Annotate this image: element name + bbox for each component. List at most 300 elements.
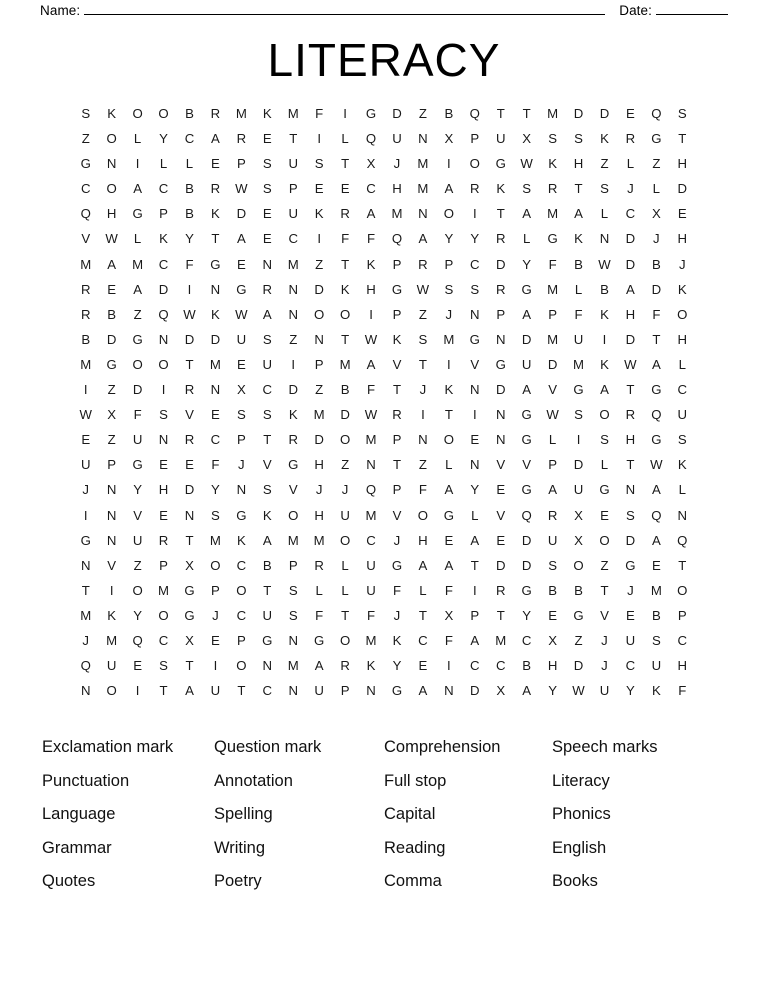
- grid-cell[interactable]: U: [495, 131, 506, 147]
- grid-cell[interactable]: F: [367, 382, 376, 398]
- grid-cell[interactable]: M: [158, 582, 170, 598]
- date-write-line[interactable]: [656, 2, 728, 15]
- grid-cell[interactable]: O: [339, 306, 351, 322]
- grid-cell[interactable]: S: [626, 507, 635, 523]
- grid-cell[interactable]: B: [548, 582, 557, 598]
- grid-cell[interactable]: L: [445, 457, 453, 473]
- grid-cell[interactable]: A: [262, 532, 272, 548]
- grid-cell[interactable]: L: [185, 156, 194, 172]
- grid-cell[interactable]: M: [106, 632, 118, 648]
- grid-cell[interactable]: G: [184, 582, 195, 598]
- grid-cell[interactable]: H: [677, 658, 688, 674]
- grid-cell[interactable]: G: [443, 507, 454, 523]
- grid-cell[interactable]: D: [573, 658, 584, 674]
- grid-cell[interactable]: I: [161, 382, 166, 398]
- grid-cell[interactable]: T: [496, 607, 505, 623]
- grid-cell[interactable]: S: [262, 482, 272, 498]
- grid-cell[interactable]: Y: [522, 256, 532, 272]
- grid-cell[interactable]: K: [107, 607, 117, 623]
- grid-cell[interactable]: C: [470, 256, 480, 272]
- grid-cell[interactable]: M: [365, 507, 377, 523]
- word-list-item[interactable]: Capital: [384, 805, 436, 824]
- grid-cell[interactable]: G: [210, 256, 221, 272]
- grid-cell[interactable]: X: [548, 632, 557, 648]
- grid-cell[interactable]: M: [443, 331, 455, 347]
- grid-cell[interactable]: M: [650, 582, 662, 598]
- grid-cell[interactable]: S: [236, 407, 246, 423]
- grid-cell[interactable]: N: [366, 457, 376, 473]
- grid-cell[interactable]: P: [107, 457, 117, 473]
- grid-cell[interactable]: C: [625, 206, 636, 222]
- grid-cell[interactable]: W: [183, 306, 196, 322]
- grid-cell[interactable]: W: [235, 306, 248, 322]
- grid-cell[interactable]: Z: [81, 131, 90, 147]
- grid-cell[interactable]: H: [106, 206, 117, 222]
- word-list-item[interactable]: Language: [42, 805, 116, 824]
- word-list-item[interactable]: Quotes: [42, 872, 96, 891]
- grid-cell[interactable]: T: [159, 683, 168, 699]
- grid-cell[interactable]: G: [132, 457, 143, 473]
- grid-cell[interactable]: W: [416, 281, 430, 297]
- grid-cell[interactable]: U: [132, 432, 143, 448]
- grid-cell[interactable]: C: [158, 632, 169, 648]
- grid-cell[interactable]: M: [365, 632, 377, 648]
- grid-cell[interactable]: R: [236, 131, 247, 147]
- grid-cell[interactable]: G: [521, 407, 532, 423]
- grid-cell[interactable]: V: [548, 382, 557, 398]
- grid-cell[interactable]: Z: [600, 156, 609, 172]
- grid-cell[interactable]: N: [677, 507, 688, 523]
- grid-cell[interactable]: R: [340, 206, 350, 222]
- grid-cell[interactable]: E: [340, 181, 350, 197]
- grid-cell[interactable]: E: [677, 206, 687, 222]
- grid-cell[interactable]: J: [82, 482, 90, 498]
- grid-cell[interactable]: P: [288, 181, 298, 197]
- grid-cell[interactable]: T: [185, 356, 194, 372]
- grid-cell[interactable]: T: [185, 532, 194, 548]
- grid-cell[interactable]: S: [262, 407, 272, 423]
- grid-cell[interactable]: T: [185, 658, 194, 674]
- grid-cell[interactable]: G: [547, 231, 558, 247]
- grid-cell[interactable]: D: [132, 382, 143, 398]
- grid-cell[interactable]: B: [340, 382, 350, 398]
- grid-cell[interactable]: B: [600, 281, 609, 297]
- grid-cell[interactable]: C: [366, 181, 376, 197]
- grid-cell[interactable]: E: [211, 407, 220, 423]
- grid-cell[interactable]: T: [522, 106, 531, 121]
- grid-cell[interactable]: K: [600, 356, 609, 372]
- grid-cell[interactable]: M: [495, 632, 507, 648]
- grid-cell[interactable]: I: [447, 356, 451, 372]
- grid-cell[interactable]: R: [547, 181, 558, 197]
- grid-cell[interactable]: X: [366, 156, 376, 172]
- grid-cell[interactable]: Y: [470, 231, 480, 247]
- grid-cell[interactable]: Z: [418, 457, 427, 473]
- grid-cell[interactable]: D: [495, 256, 506, 272]
- grid-cell[interactable]: Y: [444, 231, 454, 247]
- grid-cell[interactable]: N: [599, 231, 610, 247]
- grid-cell[interactable]: F: [367, 607, 376, 623]
- grid-cell[interactable]: A: [418, 557, 428, 573]
- grid-cell[interactable]: J: [393, 156, 401, 172]
- grid-cell[interactable]: A: [574, 206, 583, 222]
- grid-cell[interactable]: D: [210, 331, 221, 347]
- grid-cell[interactable]: Z: [574, 632, 583, 648]
- grid-cell[interactable]: F: [185, 256, 194, 272]
- grid-cell[interactable]: O: [106, 131, 117, 147]
- grid-cell[interactable]: Q: [391, 231, 403, 247]
- grid-cell[interactable]: D: [184, 482, 195, 498]
- grid-cell[interactable]: C: [677, 632, 688, 648]
- grid-cell[interactable]: J: [393, 607, 401, 623]
- grid-cell[interactable]: U: [573, 331, 584, 347]
- grid-cell[interactable]: G: [495, 356, 506, 372]
- grid-cell[interactable]: T: [574, 181, 583, 197]
- grid-cell[interactable]: H: [392, 181, 402, 197]
- grid-cell[interactable]: A: [522, 683, 532, 699]
- grid-cell[interactable]: E: [314, 181, 324, 197]
- grid-cell[interactable]: T: [496, 206, 505, 222]
- grid-cell[interactable]: D: [521, 557, 532, 573]
- grid-cell[interactable]: B: [574, 256, 583, 272]
- grid-cell[interactable]: S: [81, 106, 91, 121]
- grid-cell[interactable]: T: [626, 457, 635, 473]
- grid-cell[interactable]: E: [444, 532, 454, 548]
- grid-cell[interactable]: Z: [652, 156, 661, 172]
- grid-cell[interactable]: G: [288, 457, 299, 473]
- grid-cell[interactable]: I: [317, 231, 321, 247]
- grid-cell[interactable]: T: [81, 582, 90, 598]
- grid-cell[interactable]: A: [651, 482, 661, 498]
- grid-cell[interactable]: H: [314, 457, 324, 473]
- grid-cell[interactable]: J: [212, 607, 219, 623]
- grid-cell[interactable]: W: [650, 457, 663, 473]
- grid-cell[interactable]: D: [547, 356, 558, 372]
- grid-cell[interactable]: H: [677, 331, 688, 347]
- grid-cell[interactable]: N: [444, 683, 454, 699]
- grid-cell[interactable]: M: [287, 658, 299, 674]
- grid-cell[interactable]: Z: [341, 457, 350, 473]
- grid-cell[interactable]: U: [547, 532, 558, 548]
- grid-cell[interactable]: M: [391, 206, 403, 222]
- grid-cell[interactable]: Z: [289, 331, 298, 347]
- grid-cell[interactable]: U: [210, 683, 221, 699]
- grid-cell[interactable]: T: [392, 382, 401, 398]
- grid-cell[interactable]: G: [573, 607, 584, 623]
- word-search-grid[interactable]: [73, 101, 696, 703]
- grid-cell[interactable]: V: [133, 507, 142, 523]
- grid-cell[interactable]: D: [158, 281, 169, 297]
- grid-cell[interactable]: B: [522, 658, 532, 674]
- grid-cell[interactable]: E: [159, 457, 168, 473]
- grid-cell[interactable]: O: [443, 432, 454, 448]
- grid-cell[interactable]: N: [495, 331, 506, 347]
- grid-cell[interactable]: E: [211, 156, 220, 172]
- grid-cell[interactable]: S: [548, 557, 557, 573]
- grid-cell[interactable]: J: [601, 632, 608, 648]
- grid-cell[interactable]: G: [651, 131, 662, 147]
- grid-cell[interactable]: M: [209, 532, 221, 548]
- grid-cell[interactable]: E: [548, 607, 557, 623]
- grid-cell[interactable]: X: [651, 206, 661, 222]
- grid-cell[interactable]: Q: [132, 632, 143, 648]
- grid-cell[interactable]: S: [159, 658, 168, 674]
- grid-cell[interactable]: L: [574, 281, 583, 297]
- grid-cell[interactable]: J: [393, 532, 401, 548]
- grid-cell[interactable]: O: [599, 532, 610, 548]
- grid-cell[interactable]: T: [418, 356, 427, 372]
- grid-cell[interactable]: I: [109, 582, 114, 598]
- grid-cell[interactable]: J: [601, 658, 608, 674]
- grid-cell[interactable]: G: [80, 532, 91, 548]
- grid-cell[interactable]: P: [470, 607, 480, 623]
- grid-cell[interactable]: H: [158, 482, 169, 498]
- grid-cell[interactable]: X: [522, 131, 532, 147]
- grid-cell[interactable]: A: [522, 382, 532, 398]
- grid-cell[interactable]: O: [210, 557, 221, 573]
- grid-cell[interactable]: D: [340, 407, 350, 423]
- word-list-item[interactable]: Comma: [384, 872, 442, 891]
- grid-cell[interactable]: D: [521, 532, 532, 548]
- grid-cell[interactable]: A: [470, 532, 480, 548]
- grid-cell[interactable]: M: [287, 106, 299, 121]
- grid-cell[interactable]: I: [602, 331, 607, 347]
- grid-cell[interactable]: L: [626, 156, 635, 172]
- word-list-item[interactable]: Phonics: [552, 805, 611, 824]
- grid-cell[interactable]: V: [470, 356, 480, 372]
- grid-cell[interactable]: P: [236, 432, 246, 448]
- grid-cell[interactable]: S: [288, 582, 298, 598]
- grid-cell[interactable]: E: [262, 206, 272, 222]
- grid-cell[interactable]: C: [677, 382, 688, 398]
- grid-cell[interactable]: K: [366, 658, 376, 674]
- grid-cell[interactable]: K: [677, 281, 687, 297]
- grid-cell[interactable]: B: [185, 106, 194, 121]
- grid-cell[interactable]: I: [447, 156, 451, 172]
- grid-cell[interactable]: I: [472, 206, 477, 222]
- word-list-item[interactable]: Annotation: [214, 771, 293, 790]
- grid-cell[interactable]: O: [158, 356, 169, 372]
- grid-cell[interactable]: M: [313, 532, 325, 548]
- grid-cell[interactable]: K: [548, 156, 557, 172]
- grid-cell[interactable]: S: [574, 407, 583, 423]
- grid-cell[interactable]: H: [547, 658, 558, 674]
- grid-cell[interactable]: T: [496, 106, 505, 121]
- grid-cell[interactable]: X: [107, 407, 117, 423]
- grid-cell[interactable]: A: [107, 256, 117, 272]
- grid-cell[interactable]: P: [444, 256, 454, 272]
- grid-cell[interactable]: R: [184, 432, 195, 448]
- grid-cell[interactable]: U: [651, 658, 662, 674]
- grid-cell[interactable]: X: [574, 507, 583, 523]
- grid-cell[interactable]: N: [366, 683, 376, 699]
- grid-cell[interactable]: I: [187, 281, 192, 297]
- grid-cell[interactable]: N: [106, 156, 117, 172]
- grid-cell[interactable]: C: [210, 432, 221, 448]
- grid-cell[interactable]: X: [185, 557, 194, 573]
- grid-cell[interactable]: D: [314, 432, 324, 448]
- grid-cell[interactable]: O: [236, 658, 247, 674]
- grid-cell[interactable]: M: [547, 106, 559, 121]
- grid-cell[interactable]: S: [418, 331, 428, 347]
- grid-cell[interactable]: E: [626, 607, 635, 623]
- grid-cell[interactable]: N: [470, 382, 480, 398]
- grid-cell[interactable]: C: [184, 131, 195, 147]
- grid-cell[interactable]: Z: [133, 306, 142, 322]
- grid-cell[interactable]: E: [211, 632, 220, 648]
- grid-cell[interactable]: R: [80, 281, 91, 297]
- grid-cell[interactable]: D: [625, 256, 636, 272]
- grid-cell[interactable]: R: [547, 507, 558, 523]
- grid-cell[interactable]: T: [341, 156, 350, 172]
- grid-cell[interactable]: N: [288, 306, 298, 322]
- grid-cell[interactable]: Y: [470, 482, 480, 498]
- grid-cell[interactable]: J: [445, 306, 453, 322]
- grid-cell[interactable]: I: [213, 658, 218, 674]
- grid-cell[interactable]: G: [391, 683, 403, 699]
- grid-cell[interactable]: Z: [418, 306, 427, 322]
- grid-cell[interactable]: R: [288, 432, 298, 448]
- grid-cell[interactable]: C: [495, 658, 506, 674]
- grid-cell[interactable]: D: [470, 683, 480, 699]
- grid-cell[interactable]: V: [81, 231, 91, 247]
- grid-cell[interactable]: U: [340, 507, 350, 523]
- grid-cell[interactable]: S: [574, 131, 583, 147]
- grid-cell[interactable]: G: [521, 582, 532, 598]
- grid-cell[interactable]: Q: [365, 131, 377, 147]
- grid-cell[interactable]: C: [158, 256, 169, 272]
- grid-cell[interactable]: R: [495, 231, 506, 247]
- grid-cell[interactable]: H: [677, 156, 688, 172]
- grid-cell[interactable]: E: [185, 457, 194, 473]
- grid-cell[interactable]: F: [652, 306, 661, 322]
- grid-cell[interactable]: L: [548, 432, 557, 448]
- grid-cell[interactable]: Q: [651, 507, 662, 523]
- grid-cell[interactable]: A: [314, 658, 324, 674]
- grid-cell[interactable]: C: [366, 532, 376, 548]
- grid-cell[interactable]: K: [392, 331, 402, 347]
- grid-cell[interactable]: O: [314, 306, 325, 322]
- grid-cell[interactable]: U: [132, 532, 143, 548]
- grid-cell[interactable]: R: [210, 106, 221, 121]
- grid-cell[interactable]: O: [339, 632, 351, 648]
- grid-cell[interactable]: Z: [107, 382, 116, 398]
- grid-cell[interactable]: S: [522, 181, 532, 197]
- grid-cell[interactable]: R: [314, 557, 324, 573]
- grid-cell[interactable]: L: [133, 231, 142, 247]
- grid-cell[interactable]: G: [236, 281, 247, 297]
- grid-cell[interactable]: P: [392, 256, 402, 272]
- word-list-item[interactable]: Question mark: [214, 738, 322, 756]
- grid-cell[interactable]: S: [548, 131, 557, 147]
- word-list-item[interactable]: Spelling: [214, 805, 273, 824]
- grid-cell[interactable]: G: [495, 156, 506, 172]
- word-list-item[interactable]: Reading: [384, 838, 446, 857]
- grid-cell[interactable]: R: [418, 256, 428, 272]
- grid-cell[interactable]: C: [80, 181, 91, 197]
- word-list-item[interactable]: Full stop: [384, 771, 447, 790]
- grid-cell[interactable]: Y: [133, 607, 142, 623]
- grid-cell[interactable]: R: [184, 382, 195, 398]
- grid-cell[interactable]: N: [418, 206, 428, 222]
- grid-cell[interactable]: Z: [107, 432, 116, 448]
- grid-cell[interactable]: D: [599, 106, 610, 121]
- grid-cell[interactable]: G: [365, 106, 377, 121]
- grid-cell[interactable]: A: [600, 382, 609, 398]
- grid-cell[interactable]: P: [677, 607, 687, 623]
- grid-cell[interactable]: I: [472, 407, 477, 423]
- grid-cell[interactable]: L: [341, 582, 349, 598]
- grid-cell[interactable]: D: [651, 281, 662, 297]
- word-list-item[interactable]: Grammar: [42, 838, 112, 857]
- grid-cell[interactable]: O: [339, 532, 351, 548]
- grid-cell[interactable]: L: [471, 507, 479, 523]
- word-list-item[interactable]: Poetry: [214, 872, 262, 891]
- grid-cell[interactable]: U: [521, 356, 532, 372]
- grid-cell[interactable]: H: [573, 156, 584, 172]
- grid-cell[interactable]: G: [236, 507, 247, 523]
- grid-cell[interactable]: R: [470, 181, 480, 197]
- grid-cell[interactable]: U: [80, 457, 91, 473]
- grid-cell[interactable]: P: [392, 482, 402, 498]
- grid-cell[interactable]: S: [677, 106, 687, 121]
- grid-cell[interactable]: P: [211, 582, 220, 598]
- grid-cell[interactable]: M: [547, 331, 559, 347]
- grid-cell[interactable]: J: [315, 482, 323, 498]
- grid-cell[interactable]: T: [263, 582, 272, 598]
- grid-cell[interactable]: J: [627, 582, 634, 598]
- grid-cell[interactable]: V: [522, 457, 532, 473]
- grid-cell[interactable]: K: [677, 457, 687, 473]
- grid-cell[interactable]: U: [625, 632, 636, 648]
- grid-cell[interactable]: A: [133, 281, 142, 297]
- grid-cell[interactable]: S: [470, 281, 480, 297]
- grid-cell[interactable]: R: [495, 582, 506, 598]
- grid-cell[interactable]: K: [288, 407, 298, 423]
- grid-cell[interactable]: M: [313, 407, 325, 423]
- grid-cell[interactable]: D: [184, 331, 195, 347]
- grid-cell[interactable]: K: [651, 683, 661, 699]
- grid-cell[interactable]: U: [573, 482, 584, 498]
- grid-cell[interactable]: V: [107, 557, 117, 573]
- grid-cell[interactable]: K: [600, 131, 609, 147]
- grid-cell[interactable]: Y: [392, 658, 402, 674]
- grid-cell[interactable]: V: [392, 356, 402, 372]
- word-list-item[interactable]: Speech marks: [552, 738, 658, 756]
- grid-cell[interactable]: O: [132, 106, 143, 121]
- grid-cell[interactable]: J: [238, 457, 245, 473]
- grid-cell[interactable]: K: [314, 206, 324, 222]
- grid-cell[interactable]: M: [417, 181, 429, 197]
- grid-cell[interactable]: N: [106, 482, 117, 498]
- grid-cell[interactable]: A: [133, 181, 142, 197]
- grid-cell[interactable]: Q: [677, 532, 688, 548]
- grid-cell[interactable]: Q: [80, 206, 91, 222]
- grid-cell[interactable]: V: [496, 457, 506, 473]
- grid-cell[interactable]: U: [288, 206, 298, 222]
- grid-cell[interactable]: N: [80, 557, 91, 573]
- grid-cell[interactable]: J: [627, 181, 634, 197]
- grid-cell[interactable]: A: [651, 356, 661, 372]
- grid-cell[interactable]: A: [626, 281, 635, 297]
- grid-cell[interactable]: M: [80, 256, 92, 272]
- grid-cell[interactable]: G: [106, 356, 117, 372]
- grid-cell[interactable]: C: [262, 683, 273, 699]
- grid-cell[interactable]: N: [106, 507, 117, 523]
- grid-cell[interactable]: U: [366, 582, 376, 598]
- grid-cell[interactable]: E: [496, 532, 506, 548]
- grid-cell[interactable]: S: [262, 331, 272, 347]
